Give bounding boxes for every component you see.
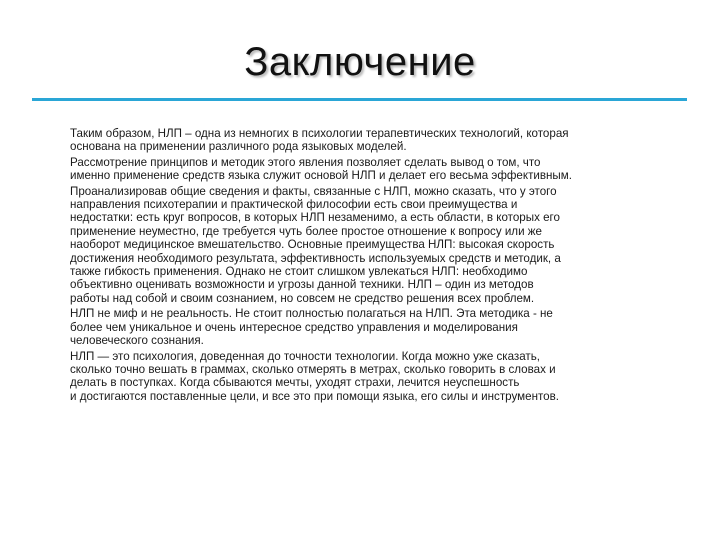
title-divider bbox=[32, 98, 687, 101]
paragraph-principles: Рассмотрение принципов и методик этого явления позволяет сделать вывод о том, что именно применение средств языка служит основой НЛП и делает его весьма эффективным. bbox=[70, 155, 572, 183]
slide-body bbox=[70, 127, 690, 405]
slide-title: Заключение bbox=[244, 40, 476, 84]
paragraph-conclusion-intro: Таким образом, НЛП – одна из немногих в психологии терапевтических технологий, которая основана на применении различного рода языковых моделей. bbox=[70, 127, 569, 154]
paragraph-analysis: Проанализировав общие сведения и факты, связанные с НЛП, можно сказать, что у этого направления психотерапии и практической философии есть свои преимущества и недостатки: есть круг вопросов, в которых НЛП незаменимо, а есть области, в которых его применение неуместно, где требуется чуть более простое отношение к вопросу или же наоборот медицинское вмешательство. Основные преимущества НЛП: высокая скорость достижения необходимого результата, эффективность используемых средств и методик, а также гибкость применения. Однако не стоит слишком увлекаться НЛП: необходимо объективно оценивать возможности и угрозы данной техники. НЛП – один из методов работы над собой и своим сознанием, но совсем не средство решения всех проблем. bbox=[70, 184, 561, 305]
paragraph-technology: НЛП — это психология, доведенная до точности технологии. Когда можно уже сказать, сколько точно вешать в граммах, сколько отмерять в метрах, сколько говорить в словах и делать в поступках. Когда сбываются мечты, уходят страхи, лечится неуспешность и достигаются поставленные цели, и все это при помощи языка, его силы и инструментов. bbox=[70, 349, 559, 403]
paragraph-myth: НЛП не миф и не реальность. Не стоит полностью полагаться на НЛП. Эта методика - не более чем уникальное и очень интересное средство управления и моделирования человеческого сознания. bbox=[70, 307, 553, 348]
